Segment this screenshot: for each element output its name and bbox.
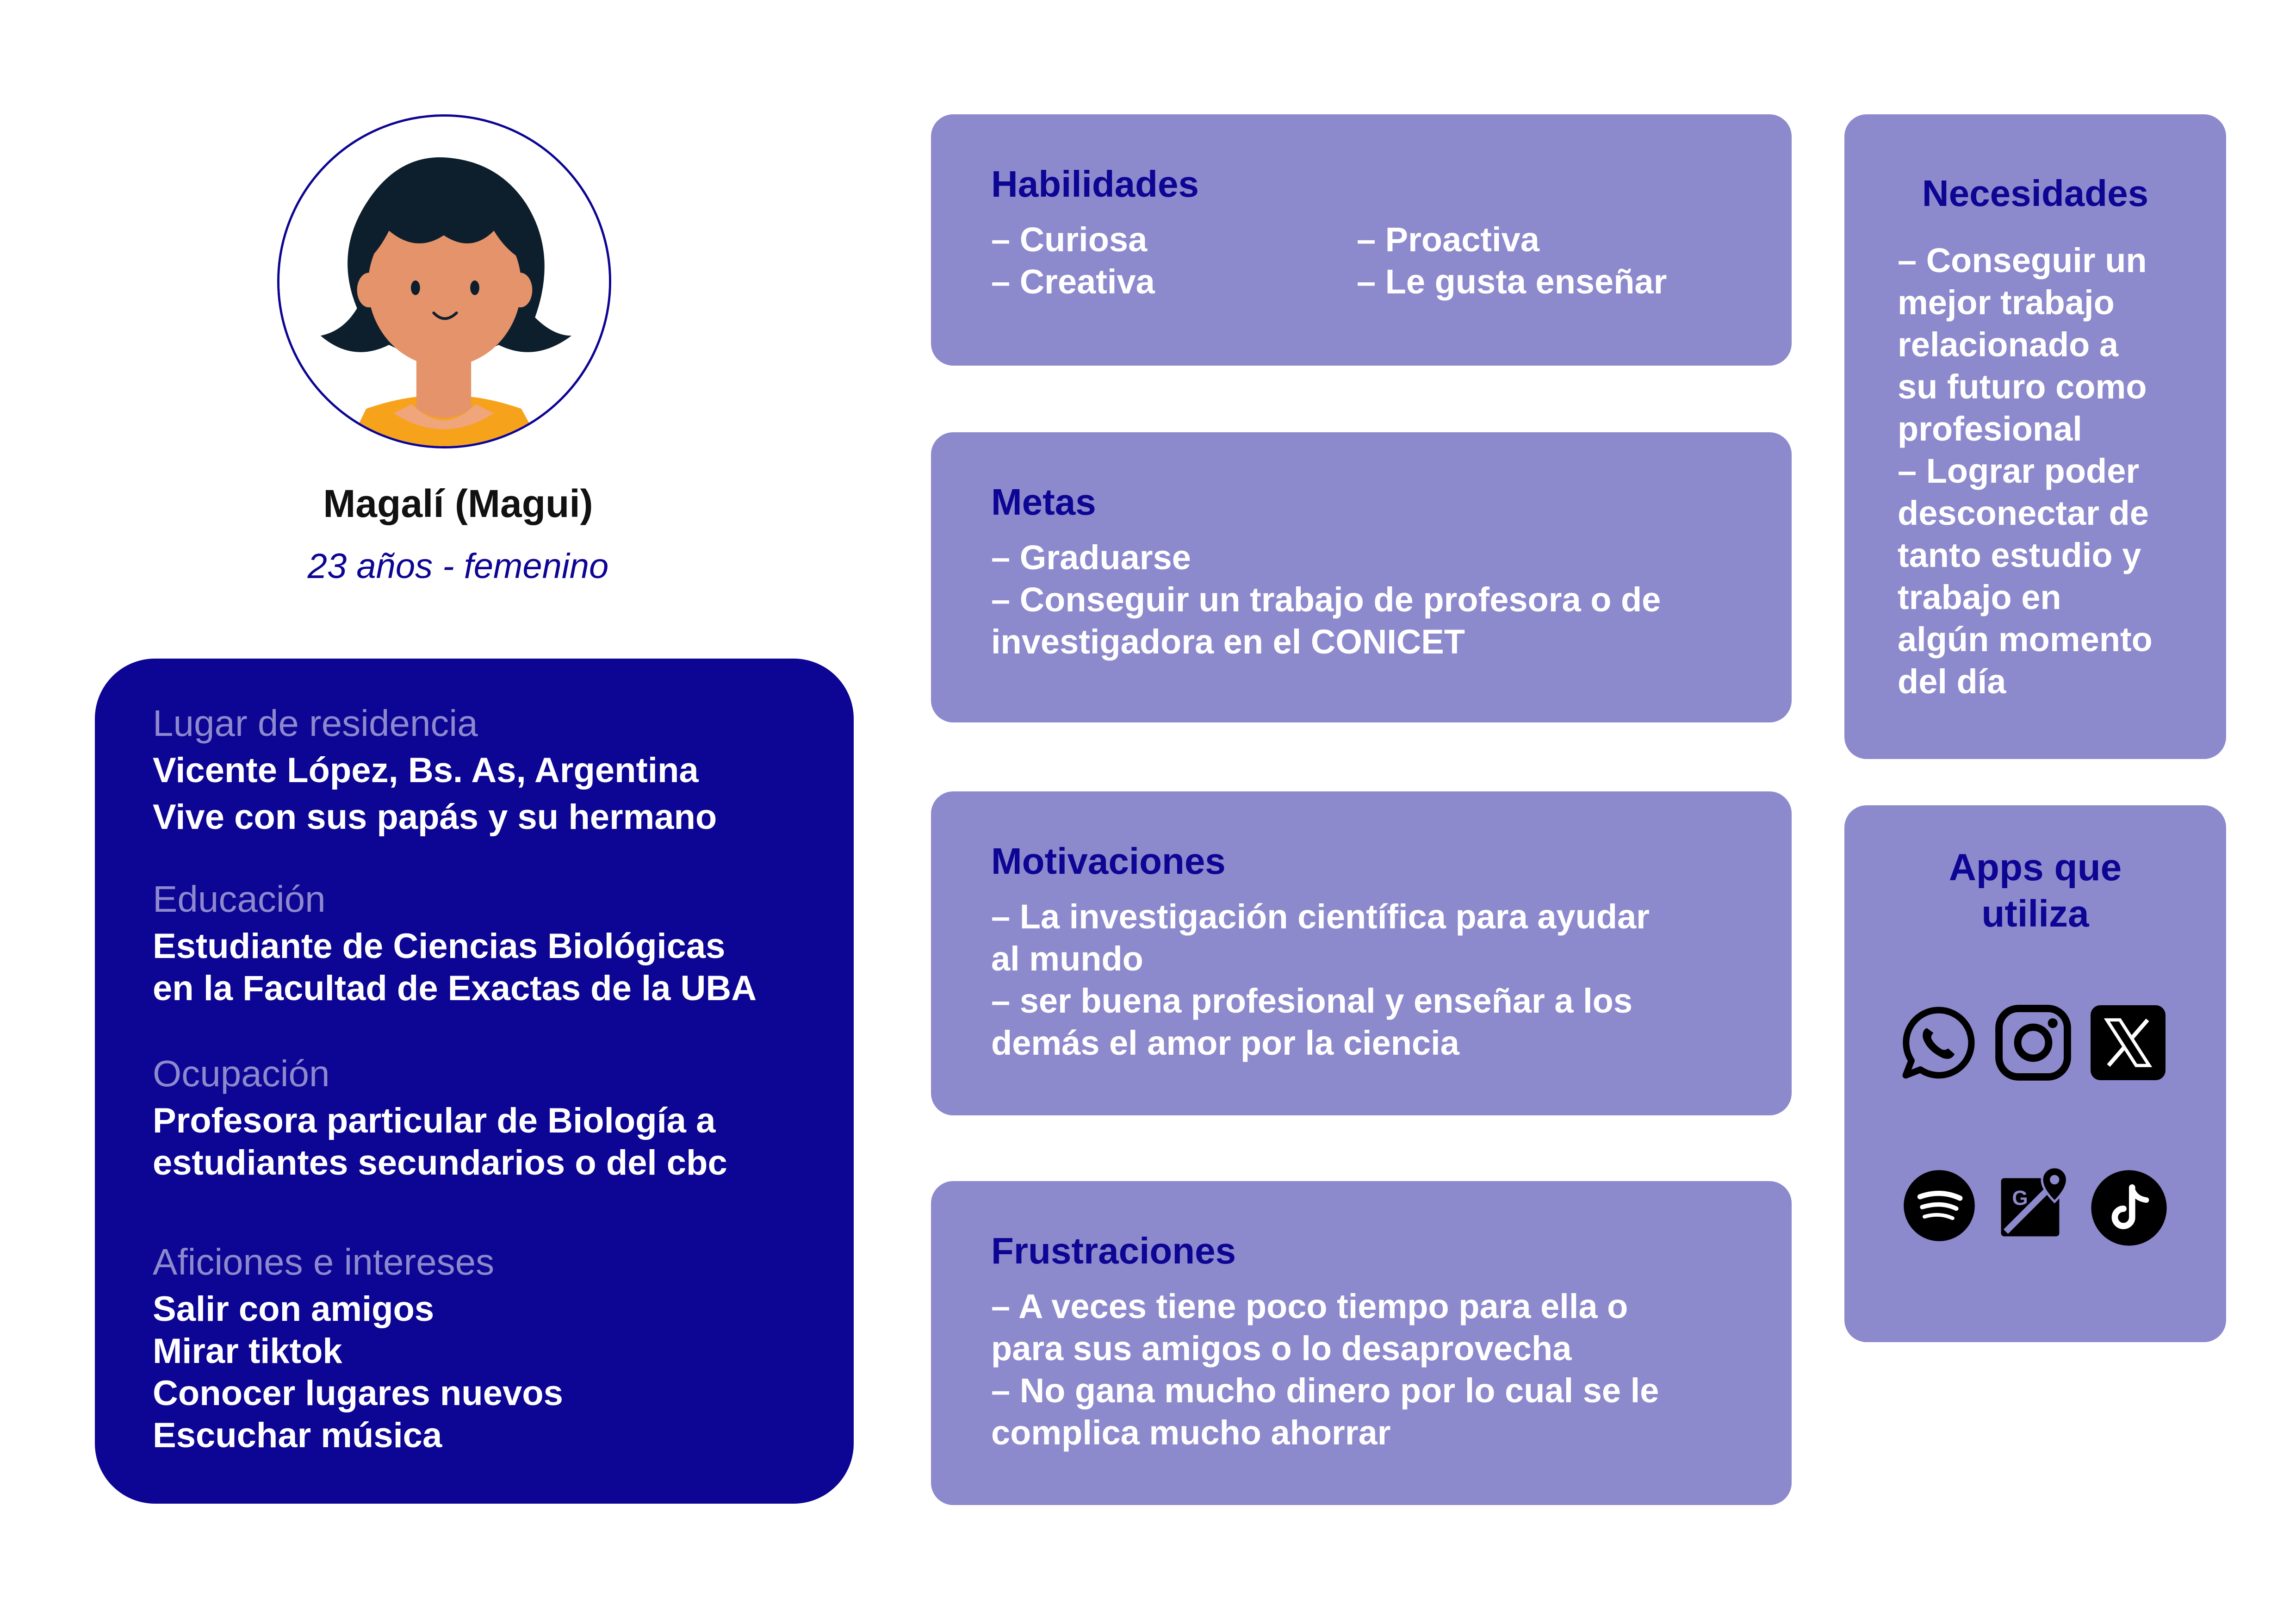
tiktok-icon [2090,1169,2168,1247]
need-line: del día [1898,662,2006,701]
skills-left-column [991,218,1155,303]
hobby-item: Salir con amigos [153,1289,434,1329]
education-line: en la Facultad de Exactas de la UBA [153,969,757,1008]
x-icon [2087,1002,2169,1083]
instagram-icon [1992,1002,2074,1083]
svg-text:G: G [2012,1187,2028,1210]
goals-card [931,432,1792,722]
frustrations-list [991,1285,1659,1454]
motivation-line: demás el amor por la ciencia [991,1024,1459,1062]
skills-title: Habilidades [991,163,1199,205]
persona-subtitle: 23 años - femenino [307,547,609,586]
avatar [277,114,611,448]
skills-right-column [1357,218,1667,303]
education-line: Estudiante de Ciencias Biológicas [153,927,726,966]
occupation-section [153,1051,828,1184]
goals-title: Metas [991,481,1096,523]
need-line: – Lograr poder [1898,452,2140,490]
need-line: tanto estudio y [1898,536,2141,574]
apps-card [1844,805,2226,1342]
need-line: su futuro como [1898,367,2147,406]
occupation-line: Profesora particular de Biología a [153,1101,716,1140]
motivation-line: al mundo [991,940,1143,978]
need-line: mejor trabajo [1898,283,2115,322]
motivations-list [991,896,1650,1064]
occupation-heading: Ocupación [153,1053,330,1094]
need-line: relacionado a [1898,325,2119,364]
residence-line: Vive con sus papás y su hermano [153,797,717,837]
need-line: algún momento [1898,620,2153,659]
hobbies-heading: Aficiones e intereses [153,1241,495,1282]
motivations-card [931,791,1792,1115]
frustration-line: – No gana mucho dinero por lo cual se le [991,1371,1659,1410]
residence-heading: Lugar de residencia [153,703,478,744]
occupation-line: estudiantes secundarios o del cbc [153,1143,727,1182]
goal-item: – Conseguir un trabajo de profesora o de [991,580,1661,619]
skill-item: – Curiosa [991,220,1148,259]
persona-name: Magalí (Magui) [323,482,593,525]
skill-item: – Le gusta enseñar [1357,262,1667,301]
apps-title-line: utiliza [1981,893,2089,935]
apps-title-line: Apps que [1948,846,2122,889]
motivation-line: – La investigación científica para ayudar [991,897,1650,936]
need-line: profesional [1898,410,2082,448]
frustrations-title: Frustraciones [991,1230,1236,1271]
education-section [153,876,828,1009]
frustration-line: para sus amigos o lo desaprovecha [991,1329,1572,1368]
need-line: – Conseguir un [1898,241,2147,280]
education-heading: Educación [153,878,326,920]
skill-item: – Creativa [991,262,1155,301]
frustration-line: – A veces tiene poco tiempo para ella o [991,1287,1628,1325]
skills-card [931,114,1792,366]
residence-section [153,700,828,838]
residence-line: Vicente López, Bs. As, Argentina [153,751,699,790]
hobbies-section [153,1239,828,1456]
profile-card [95,659,854,1504]
skill-item: – Proactiva [1357,220,1539,259]
spotify-icon [1902,1169,1976,1243]
goal-item: – Graduarse [991,538,1191,577]
motivation-line: – ser buena profesional y enseñar a los [991,982,1632,1020]
google-maps-icon [1995,1164,2073,1243]
whatsapp-icon [1898,1002,1979,1083]
hobby-item: Mirar tiktok [153,1332,342,1371]
hobby-item: Escuchar música [153,1416,442,1455]
need-line: trabajo en [1898,578,2061,616]
goal-item: investigadora en el CONICET [991,622,1465,661]
goals-list [991,536,1661,663]
needs-card [1844,114,2226,759]
avatar-illustration [279,117,609,446]
motivations-title: Motivaciones [991,840,1226,882]
hobby-item: Conocer lugares nuevos [153,1374,563,1413]
need-line: desconectar de [1898,494,2149,532]
frustrations-card [931,1181,1792,1505]
needs-list [1898,239,2153,703]
frustration-line: complica mucho ahorrar [991,1413,1391,1452]
needs-title: Necesidades [1922,173,2149,214]
